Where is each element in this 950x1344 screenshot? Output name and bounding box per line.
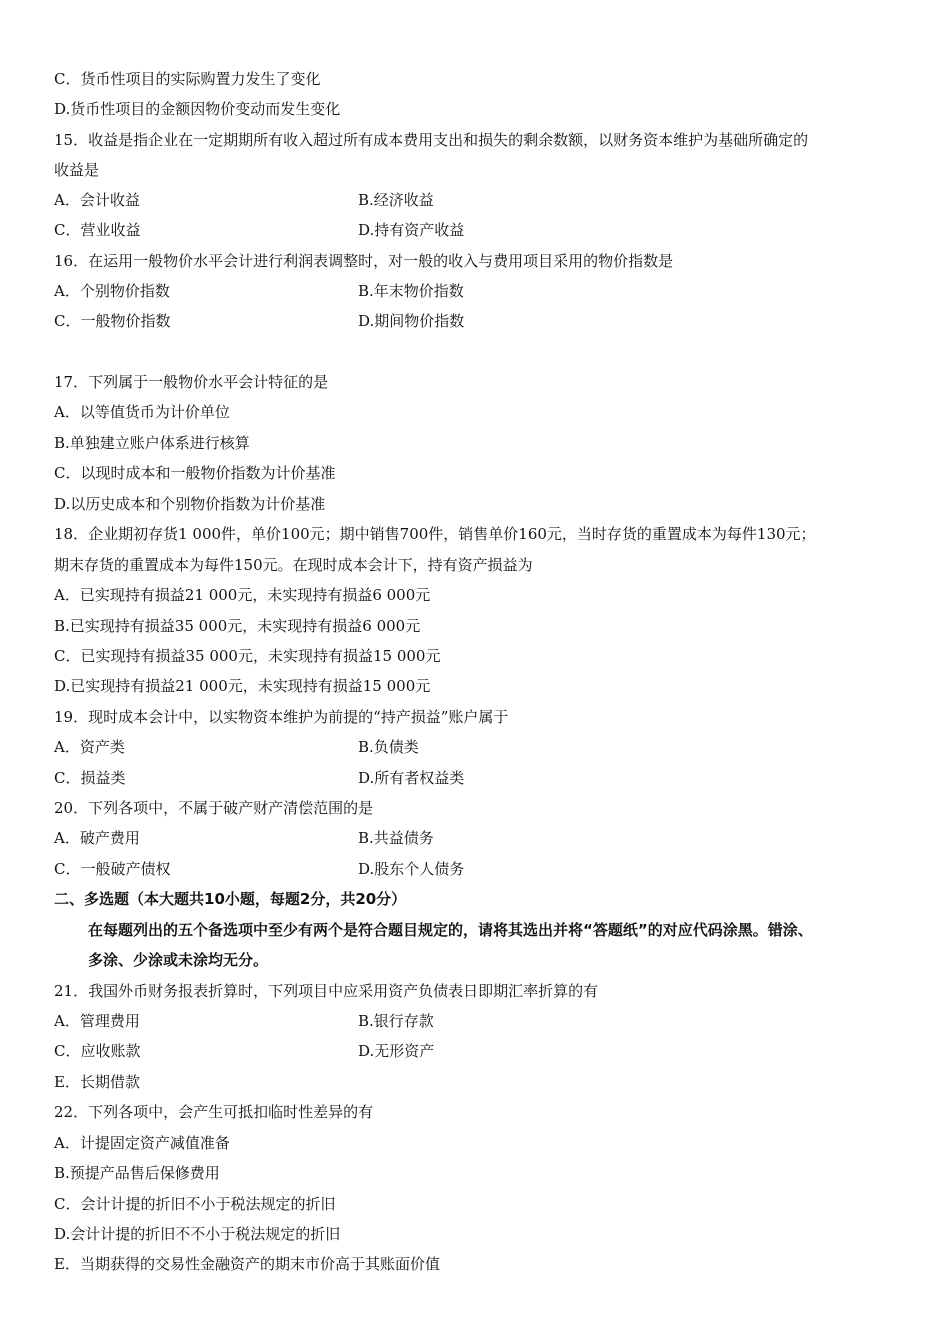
option-line: A．会计收益: [54, 191, 140, 209]
option-line: C．一般破产债权: [54, 860, 171, 878]
option-line: A．资产类: [54, 738, 125, 756]
option-line: B.负债类: [358, 738, 419, 756]
question-22-stem: 22．下列各项中，会产生可抵扣临时性差异的有: [54, 1103, 374, 1121]
question-19-stem: 19．现时成本会计中，以实物资本维护为前提的“持产损益”账户属于: [54, 708, 509, 726]
option-line: C．营业收益: [54, 221, 141, 239]
option-line: A．计提固定资产减值准备: [54, 1134, 230, 1152]
option-line: D.已实现持有损益21 000元，未实现持有损益15 000元: [54, 677, 431, 695]
option-line: C．会计计提的折旧不小于税法规定的折旧: [54, 1195, 336, 1213]
option-line: B.共益债务: [358, 829, 434, 847]
section-2-heading: 二、多选题（本大题共10小题，每题2分，共20分）: [54, 890, 407, 908]
option-line: C．一般物价指数: [54, 312, 171, 330]
question-18-stem: 18．企业期初存货1 000件，单价100元；期中销售700件，销售单价160元，当时存货的重置成本为每件130元；: [54, 525, 816, 543]
question-16-stem: 16．在运用一般物价水平会计进行利润表调整时，对一般的收入与费用项目采用的物价指数是: [54, 252, 674, 270]
option-line: D.无形资产: [358, 1042, 435, 1060]
question-20-stem: 20．下列各项中，不属于破产财产清偿范围的是: [54, 799, 374, 817]
option-line: C．应收账款: [54, 1042, 141, 1060]
option-line: D.股东个人债务: [358, 860, 465, 878]
option-line: C．损益类: [54, 769, 126, 787]
option-line: B.已实现持有损益35 000元，未实现持有损益6 000元: [54, 617, 421, 635]
option-line: A．个别物价指数: [54, 282, 170, 300]
option-line: D.货币性项目的金额因物价变动而发生变化: [54, 100, 341, 118]
option-line: D.以历史成本和个别物价指数为计价基准: [54, 495, 326, 513]
question-18-stem-cont: 期末存货的重置成本为每件150元。在现时成本会计下，持有资产损益为: [54, 556, 533, 574]
option-line: C．以现时成本和一般物价指数为计价基准: [54, 464, 336, 482]
option-line: D.会计计提的折旧不不小于税法规定的折旧: [54, 1225, 341, 1243]
option-line: B.预提产品售后保修费用: [54, 1164, 220, 1182]
question-15-stem-cont: 收益是: [54, 161, 100, 179]
option-line: A．破产费用: [54, 829, 140, 847]
option-line: B.单独建立账户体系进行核算: [54, 434, 250, 452]
option-line: D.期间物价指数: [358, 312, 465, 330]
option-line: A．已实现持有损益21 000元，未实现持有损益6 000元: [54, 586, 431, 604]
section-2-instructions-cont: 多涂、少涂或未涂均无分。: [88, 951, 269, 969]
option-line: C．已实现持有损益35 000元，未实现持有损益15 000元: [54, 647, 441, 665]
option-line: E．当期获得的交易性金融资产的期末市价高于其账面价值: [54, 1255, 440, 1273]
option-line: E．长期借款: [54, 1073, 140, 1091]
option-line: A．以等值货币为计价单位: [54, 403, 230, 421]
option-line: D.所有者权益类: [358, 769, 465, 787]
question-15-stem: 15．收益是指企业在一定期期所有收入超过所有成本费用支出和损失的剩余数额，以财务资本维护为基础所确定的: [54, 131, 809, 149]
section-2-instructions: 在每题列出的五个备选项中至少有两个是符合题目规定的，请将其选出并将“答题纸”的对应代码涂黑。错涂、: [88, 921, 813, 939]
option-line: D.持有资产收益: [358, 221, 465, 239]
option-line: C．货币性项目的实际购置力发生了变化: [54, 70, 321, 88]
question-21-stem: 21．我国外币财务报表折算时，下列项目中应采用资产负债表日即期汇率折算的有: [54, 982, 599, 1000]
option-line: B.银行存款: [358, 1012, 434, 1030]
question-17-stem: 17．下列属于一般物价水平会计特征的是: [54, 373, 329, 391]
option-line: B.年末物价指数: [358, 282, 464, 300]
option-line: B.经济收益: [358, 191, 434, 209]
option-line: A．管理费用: [54, 1012, 140, 1030]
